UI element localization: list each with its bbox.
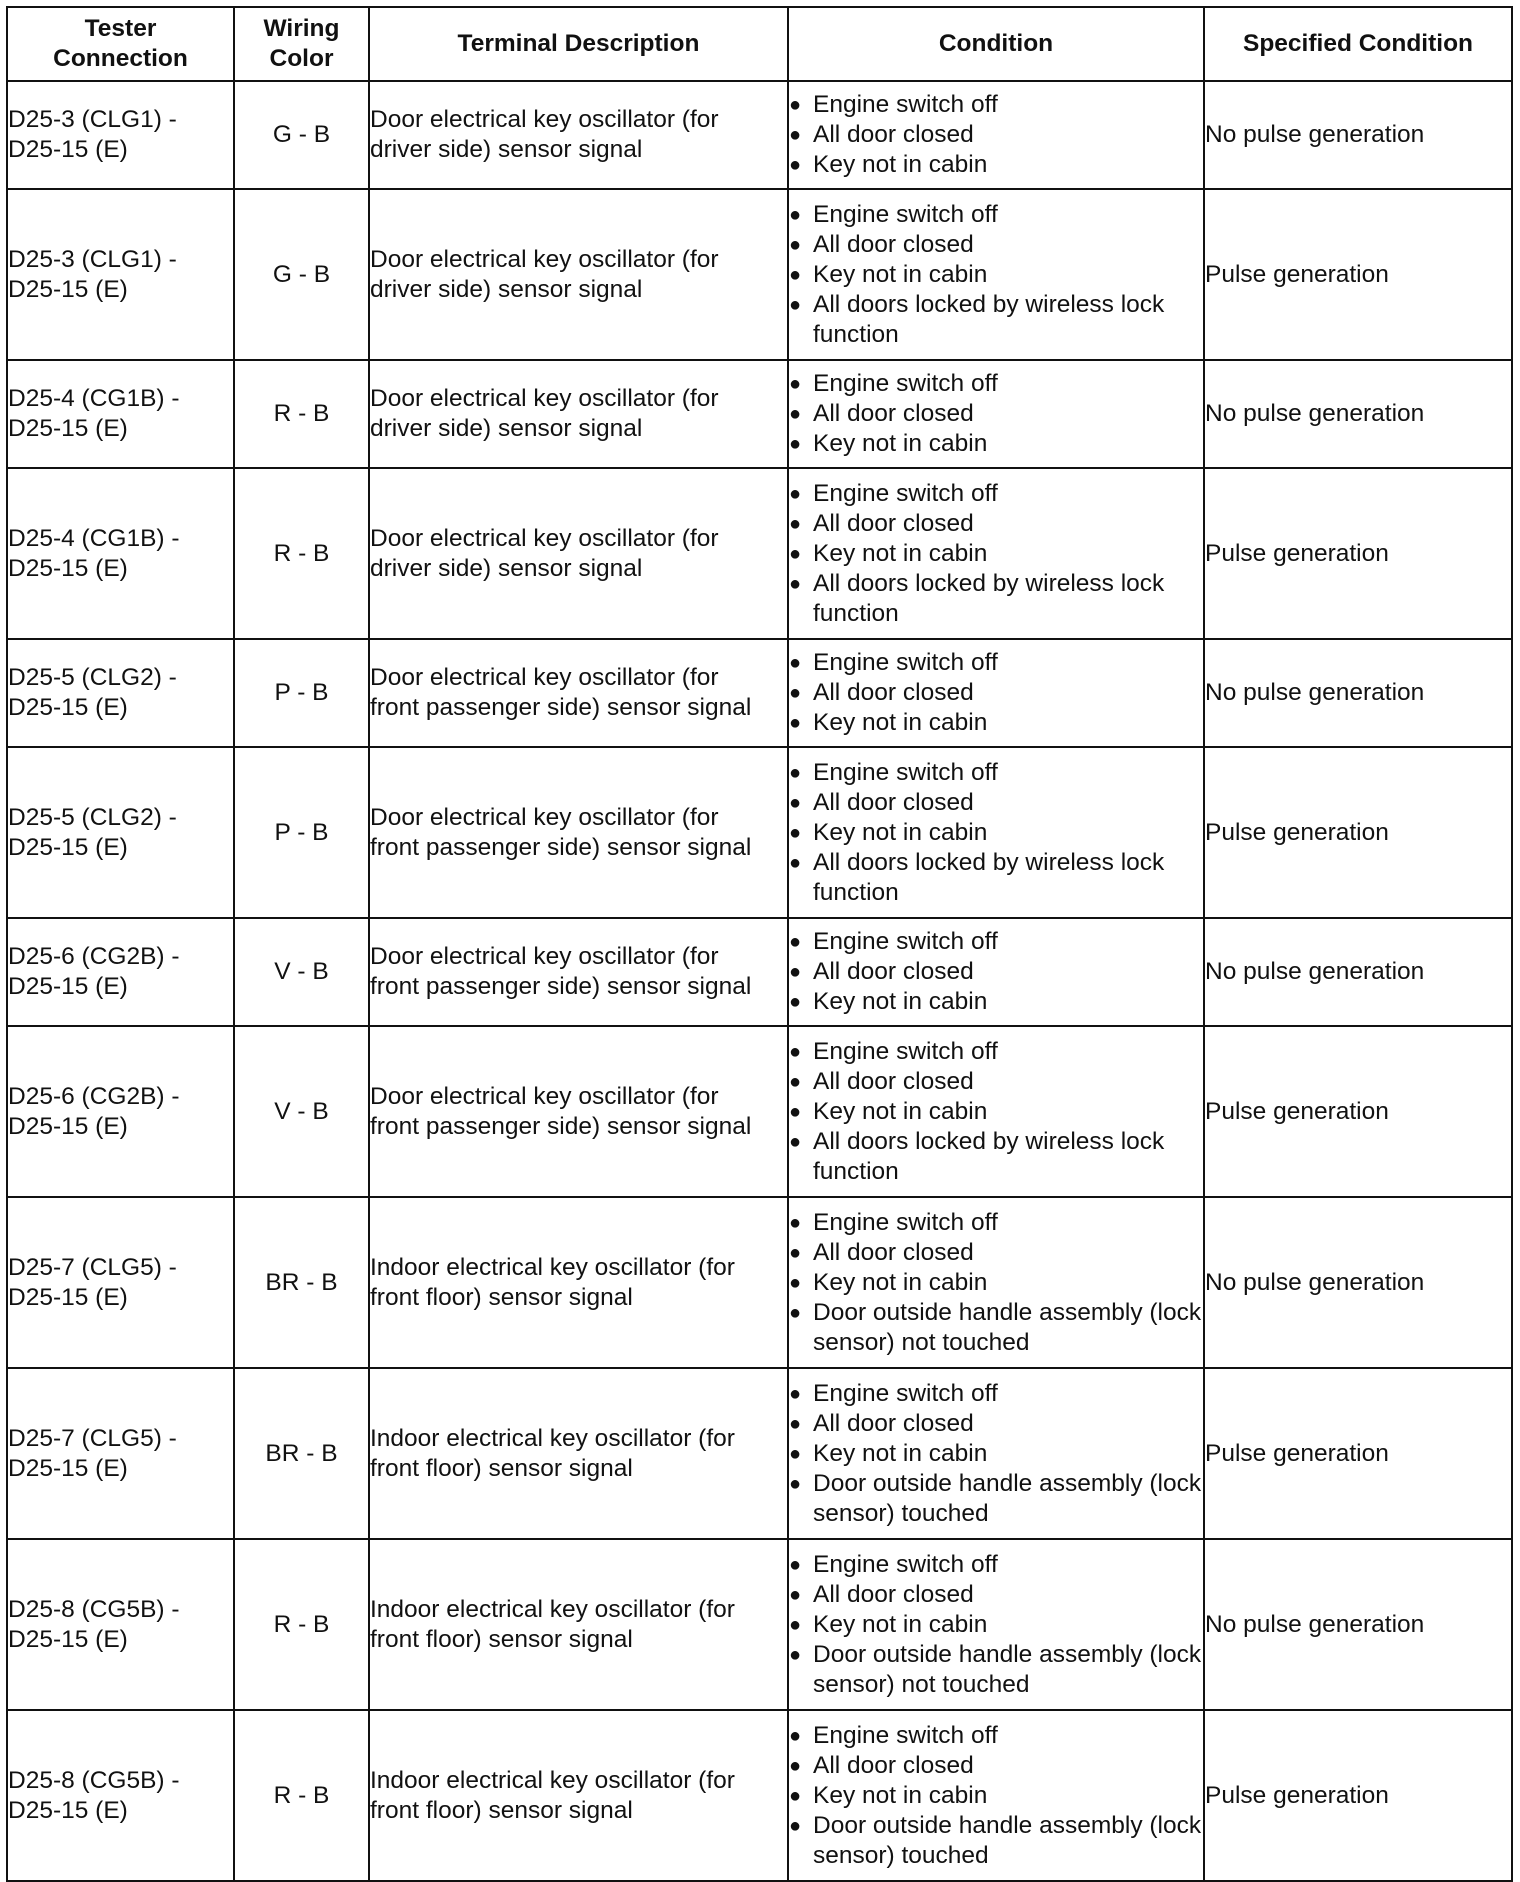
bullet-icon: ● — [789, 961, 802, 983]
condition-text: Key not in cabin — [813, 818, 988, 846]
tester-connection-line: D25-15 (E) — [8, 833, 128, 861]
condition-text: Door outside handle assembly (lock sensor) touched — [813, 1469, 1202, 1527]
bullet-icon: ● — [789, 293, 802, 316]
condition-text: Key not in cabin — [813, 260, 988, 288]
tester-connection-line: D25-15 (E) — [8, 694, 128, 721]
terminal-spec-table — [6, 6, 1513, 1882]
bullet-icon: ● — [789, 512, 802, 535]
condition-text: All doors locked by wireless lock function — [813, 848, 1165, 906]
table-row — [7, 1539, 1512, 1710]
tester-connection-line: D25-6 (CG2B) - — [8, 943, 180, 970]
bullet-icon: ● — [789, 154, 802, 176]
bullet-icon: ● — [789, 542, 802, 565]
terminal-description-cell — [369, 189, 788, 360]
terminal-description-line: Door electrical key oscillator (for — [370, 1082, 719, 1110]
bullet-icon: ● — [789, 1553, 802, 1576]
bullet-icon: ● — [789, 931, 802, 953]
bullet-icon: ● — [789, 482, 802, 505]
tester-connection-line: D25-15 (E) — [8, 1625, 128, 1653]
condition-text: Key not in cabin — [813, 709, 988, 736]
table-row — [7, 918, 1512, 1026]
condition-cell — [788, 1710, 1204, 1881]
bullet-icon: ● — [789, 124, 802, 146]
terminal-description-line: front floor) sensor signal — [370, 1625, 633, 1653]
tester-connection-line: D25-15 (E) — [8, 973, 128, 1000]
condition-item — [789, 1811, 1203, 1871]
condition-cell — [788, 918, 1204, 1026]
bullet-icon: ● — [789, 1100, 802, 1123]
condition-item — [789, 987, 1203, 1017]
terminal-description-cell — [369, 1197, 788, 1368]
condition-item — [789, 957, 1203, 987]
tester-connection-line: D25-15 (E) — [8, 1283, 128, 1311]
bullet-icon: ● — [789, 263, 802, 286]
terminal-description-line: front passenger side) sensor signal — [370, 973, 752, 1000]
bullet-icon: ● — [789, 1814, 802, 1837]
terminal-description-cell — [369, 1539, 788, 1710]
terminal-description-line: front floor) sensor signal — [370, 1283, 633, 1311]
table-row — [7, 1368, 1512, 1539]
header-condition: Condition — [788, 7, 1204, 81]
terminal-description-line: driver side) sensor signal — [370, 275, 643, 303]
condition-text: All door closed — [813, 230, 974, 258]
condition-text: Engine switch off — [813, 649, 998, 676]
table-row — [7, 639, 1512, 747]
condition-item — [789, 1208, 1203, 1238]
bullet-icon: ● — [789, 652, 802, 674]
tester-connection-line: D25-7 (CLG5) - — [8, 1253, 177, 1281]
terminal-description-cell — [369, 639, 788, 747]
condition-item — [789, 509, 1203, 539]
condition-text: All door closed — [813, 788, 974, 816]
condition-text: All door closed — [813, 958, 974, 985]
tester-connection-line: D25-15 (E) — [8, 1796, 128, 1824]
terminal-description-cell — [369, 360, 788, 468]
terminal-description-cell — [369, 468, 788, 639]
condition-item — [789, 1580, 1203, 1610]
wiring-color-cell: P - B — [234, 639, 369, 747]
terminal-description-line: Indoor electrical key oscillator (for — [370, 1595, 735, 1623]
condition-item — [789, 1640, 1203, 1700]
tester-connection-cell — [7, 360, 234, 468]
bullet-icon: ● — [789, 1724, 802, 1747]
bullet-icon: ● — [789, 433, 802, 455]
table-row — [7, 1026, 1512, 1197]
tester-connection-cell — [7, 747, 234, 918]
condition-cell — [788, 468, 1204, 639]
condition-item — [789, 1067, 1203, 1097]
condition-text: All door closed — [813, 121, 974, 148]
bullet-icon: ● — [789, 1301, 802, 1324]
condition-text: Door outside handle assembly (lock sensor) touched — [813, 1811, 1202, 1869]
terminal-description-line: Door electrical key oscillator (for — [370, 106, 719, 133]
condition-cell — [788, 1539, 1204, 1710]
terminal-description-line: Door electrical key oscillator (for — [370, 524, 719, 552]
bullet-icon: ● — [789, 1241, 802, 1264]
specified-condition-cell: No pulse generation — [1204, 81, 1512, 189]
bullet-icon: ● — [789, 1583, 802, 1606]
condition-text: Engine switch off — [813, 928, 998, 955]
tester-connection-line: D25-15 (E) — [8, 136, 128, 163]
condition-item — [789, 230, 1203, 260]
condition-cell — [788, 1368, 1204, 1539]
wiring-color-cell: V - B — [234, 1026, 369, 1197]
table-row — [7, 189, 1512, 360]
table-body — [7, 81, 1512, 1881]
specified-condition-cell: No pulse generation — [1204, 639, 1512, 747]
condition-text: All door closed — [813, 1751, 974, 1779]
condition-item — [789, 90, 1203, 120]
bullet-icon: ● — [789, 203, 802, 226]
condition-text: Door outside handle assembly (lock sensor) not touched — [813, 1640, 1202, 1698]
terminal-description-line: Door electrical key oscillator (for — [370, 943, 719, 970]
condition-text: Engine switch off — [813, 758, 998, 786]
terminal-description-cell — [369, 918, 788, 1026]
condition-item — [789, 648, 1203, 678]
condition-text: All doors locked by wireless lock function — [813, 290, 1165, 348]
condition-item — [789, 290, 1203, 350]
bullet-icon: ● — [789, 821, 802, 844]
tester-connection-cell — [7, 1368, 234, 1539]
bullet-icon: ● — [789, 1271, 802, 1294]
bullet-icon: ● — [789, 1070, 802, 1093]
condition-item — [789, 150, 1203, 180]
condition-item — [789, 1409, 1203, 1439]
header-tester-connection: Tester Connection — [7, 7, 234, 81]
specified-condition-cell: No pulse generation — [1204, 1197, 1512, 1368]
condition-text: Key not in cabin — [813, 1268, 988, 1296]
wiring-color-cell: R - B — [234, 468, 369, 639]
condition-cell — [788, 747, 1204, 918]
tester-connection-cell — [7, 1539, 234, 1710]
condition-item — [789, 1037, 1203, 1067]
tester-connection-cell — [7, 639, 234, 747]
tester-connection-line: D25-8 (CG5B) - — [8, 1595, 180, 1623]
terminal-description-line: Indoor electrical key oscillator (for — [370, 1766, 735, 1794]
bullet-icon: ● — [789, 233, 802, 256]
tester-connection-line: D25-3 (CLG1) - — [8, 245, 177, 273]
condition-text: Key not in cabin — [813, 988, 988, 1015]
condition-text: Engine switch off — [813, 91, 998, 118]
wiring-color-cell: G - B — [234, 189, 369, 360]
bullet-icon: ● — [789, 572, 802, 595]
condition-item — [789, 1469, 1203, 1529]
condition-text: All door closed — [813, 1238, 974, 1266]
specified-condition-cell: No pulse generation — [1204, 360, 1512, 468]
condition-item — [789, 1097, 1203, 1127]
condition-cell — [788, 1026, 1204, 1197]
terminal-description-cell — [369, 81, 788, 189]
condition-item — [789, 708, 1203, 738]
condition-text: Engine switch off — [813, 1208, 998, 1236]
wiring-color-cell: R - B — [234, 1710, 369, 1881]
terminal-description-line: Indoor electrical key oscillator (for — [370, 1424, 735, 1452]
condition-item — [789, 200, 1203, 230]
condition-text: All doors locked by wireless lock function — [813, 1127, 1165, 1185]
condition-item — [789, 399, 1203, 429]
bullet-icon: ● — [789, 1040, 802, 1063]
tester-connection-line: D25-15 (E) — [8, 1454, 128, 1482]
table-row — [7, 81, 1512, 189]
specified-condition-cell: Pulse generation — [1204, 468, 1512, 639]
table-row — [7, 1710, 1512, 1881]
wiring-color-cell: P - B — [234, 747, 369, 918]
bullet-icon: ● — [789, 1472, 802, 1495]
condition-text: Key not in cabin — [813, 539, 988, 567]
condition-text: Engine switch off — [813, 370, 998, 397]
bullet-icon: ● — [789, 373, 802, 395]
terminal-description-line: Door electrical key oscillator (for — [370, 664, 719, 691]
wiring-color-cell: R - B — [234, 360, 369, 468]
specified-condition-cell: Pulse generation — [1204, 189, 1512, 360]
condition-item — [789, 569, 1203, 629]
table-row — [7, 468, 1512, 639]
condition-cell — [788, 81, 1204, 189]
tester-connection-line: D25-8 (CG5B) - — [8, 1766, 180, 1794]
terminal-description-line: Door electrical key oscillator (for — [370, 245, 719, 273]
condition-text: Engine switch off — [813, 200, 998, 228]
tester-connection-line: D25-3 (CLG1) - — [8, 106, 177, 133]
condition-text: All door closed — [813, 1409, 974, 1437]
bullet-icon: ● — [789, 791, 802, 814]
tester-connection-cell — [7, 468, 234, 639]
table-row — [7, 360, 1512, 468]
condition-item — [789, 369, 1203, 399]
tester-connection-cell — [7, 1710, 234, 1881]
condition-cell — [788, 189, 1204, 360]
condition-item — [789, 1379, 1203, 1409]
wiring-color-cell: G - B — [234, 81, 369, 189]
bullet-icon: ● — [789, 1211, 802, 1234]
bullet-icon: ● — [789, 1613, 802, 1636]
terminal-description-line: driver side) sensor signal — [370, 136, 643, 163]
terminal-description-line: driver side) sensor signal — [370, 554, 643, 582]
terminal-description-cell — [369, 1710, 788, 1881]
specified-condition-cell: Pulse generation — [1204, 1368, 1512, 1539]
wiring-color-cell: V - B — [234, 918, 369, 1026]
tester-connection-line: D25-5 (CLG2) - — [8, 803, 177, 831]
terminal-description-line: front passenger side) sensor signal — [370, 694, 752, 721]
specified-condition-cell: Pulse generation — [1204, 1026, 1512, 1197]
wiring-color-cell: BR - B — [234, 1197, 369, 1368]
condition-text: All door closed — [813, 400, 974, 427]
bullet-icon: ● — [789, 1130, 802, 1153]
condition-text: Key not in cabin — [813, 1781, 988, 1809]
condition-text: Key not in cabin — [813, 151, 988, 178]
bullet-icon: ● — [789, 403, 802, 425]
bullet-icon: ● — [789, 1784, 802, 1807]
condition-item — [789, 1238, 1203, 1268]
condition-item — [789, 1610, 1203, 1640]
tester-connection-cell — [7, 1197, 234, 1368]
condition-cell — [788, 360, 1204, 468]
bullet-icon: ● — [789, 1412, 802, 1435]
condition-text: Engine switch off — [813, 1037, 998, 1065]
bullet-icon: ● — [789, 761, 802, 784]
bullet-icon: ● — [789, 682, 802, 704]
tester-connection-line: D25-4 (CG1B) - — [8, 385, 180, 412]
bullet-icon: ● — [789, 94, 802, 116]
bullet-icon: ● — [789, 712, 802, 734]
terminal-description-line: driver side) sensor signal — [370, 415, 643, 442]
bullet-icon: ● — [789, 1442, 802, 1465]
condition-item — [789, 1751, 1203, 1781]
header-row — [7, 7, 1512, 81]
condition-item — [789, 788, 1203, 818]
condition-item — [789, 758, 1203, 788]
terminal-description-line: Indoor electrical key oscillator (for — [370, 1253, 735, 1281]
tester-connection-line: D25-6 (CG2B) - — [8, 1082, 180, 1110]
condition-text: All door closed — [813, 679, 974, 706]
tester-connection-line: D25-15 (E) — [8, 415, 128, 442]
wiring-color-cell: R - B — [234, 1539, 369, 1710]
condition-item — [789, 927, 1203, 957]
bullet-icon: ● — [789, 1382, 802, 1405]
tester-connection-cell — [7, 918, 234, 1026]
condition-text: Key not in cabin — [813, 430, 988, 457]
condition-item — [789, 818, 1203, 848]
condition-item — [789, 678, 1203, 708]
table-row — [7, 747, 1512, 918]
header-terminal-description: Terminal Description — [369, 7, 788, 81]
condition-item — [789, 429, 1203, 459]
condition-text: Engine switch off — [813, 1550, 998, 1578]
condition-text: All doors locked by wireless lock function — [813, 569, 1165, 627]
table-row — [7, 1197, 1512, 1368]
tester-connection-line: D25-7 (CLG5) - — [8, 1424, 177, 1452]
condition-text: Door outside handle assembly (lock sensor) not touched — [813, 1298, 1202, 1356]
condition-cell — [788, 639, 1204, 747]
condition-text: All door closed — [813, 509, 974, 537]
condition-item — [789, 1721, 1203, 1751]
terminal-description-line: Door electrical key oscillator (for — [370, 803, 719, 831]
condition-text: Key not in cabin — [813, 1439, 988, 1467]
tester-connection-line: D25-5 (CLG2) - — [8, 664, 177, 691]
condition-text: Engine switch off — [813, 1379, 998, 1407]
condition-item — [789, 848, 1203, 908]
specified-condition-cell: Pulse generation — [1204, 1710, 1512, 1881]
terminal-description-cell — [369, 747, 788, 918]
terminal-description-line: front passenger side) sensor signal — [370, 1112, 752, 1140]
condition-item — [789, 1127, 1203, 1187]
tester-connection-cell — [7, 1026, 234, 1197]
bullet-icon: ● — [789, 851, 802, 874]
terminal-description-line: Door electrical key oscillator (for — [370, 385, 719, 412]
condition-text: Engine switch off — [813, 479, 998, 507]
wiring-color-cell: BR - B — [234, 1368, 369, 1539]
specified-condition-cell: No pulse generation — [1204, 1539, 1512, 1710]
tester-connection-line: D25-15 (E) — [8, 1112, 128, 1140]
tester-connection-line: D25-15 (E) — [8, 275, 128, 303]
specified-condition-cell: No pulse generation — [1204, 918, 1512, 1026]
condition-item — [789, 479, 1203, 509]
condition-item — [789, 1781, 1203, 1811]
terminal-description-line: front floor) sensor signal — [370, 1454, 633, 1482]
terminal-description-line: front floor) sensor signal — [370, 1796, 633, 1824]
terminal-description-cell — [369, 1368, 788, 1539]
condition-item — [789, 539, 1203, 569]
condition-item — [789, 260, 1203, 290]
header-wiring-color: Wiring Color — [234, 7, 369, 81]
bullet-icon: ● — [789, 991, 802, 1013]
condition-text: Key not in cabin — [813, 1610, 988, 1638]
condition-text: Engine switch off — [813, 1721, 998, 1749]
condition-item — [789, 1298, 1203, 1358]
condition-item — [789, 120, 1203, 150]
tester-connection-cell — [7, 189, 234, 360]
condition-cell — [788, 1197, 1204, 1368]
condition-item — [789, 1550, 1203, 1580]
bullet-icon: ● — [789, 1754, 802, 1777]
condition-text: Key not in cabin — [813, 1097, 988, 1125]
terminal-description-line: front passenger side) sensor signal — [370, 833, 752, 861]
condition-item — [789, 1268, 1203, 1298]
terminal-description-cell — [369, 1026, 788, 1197]
condition-text: All door closed — [813, 1067, 974, 1095]
tester-connection-line: D25-4 (CG1B) - — [8, 524, 180, 552]
condition-text: All door closed — [813, 1580, 974, 1608]
specified-condition-cell: Pulse generation — [1204, 747, 1512, 918]
tester-connection-cell — [7, 81, 234, 189]
bullet-icon: ● — [789, 1643, 802, 1666]
tester-connection-line: D25-15 (E) — [8, 554, 128, 582]
header-specified-condition: Specified Condition — [1204, 7, 1512, 81]
condition-item — [789, 1439, 1203, 1469]
